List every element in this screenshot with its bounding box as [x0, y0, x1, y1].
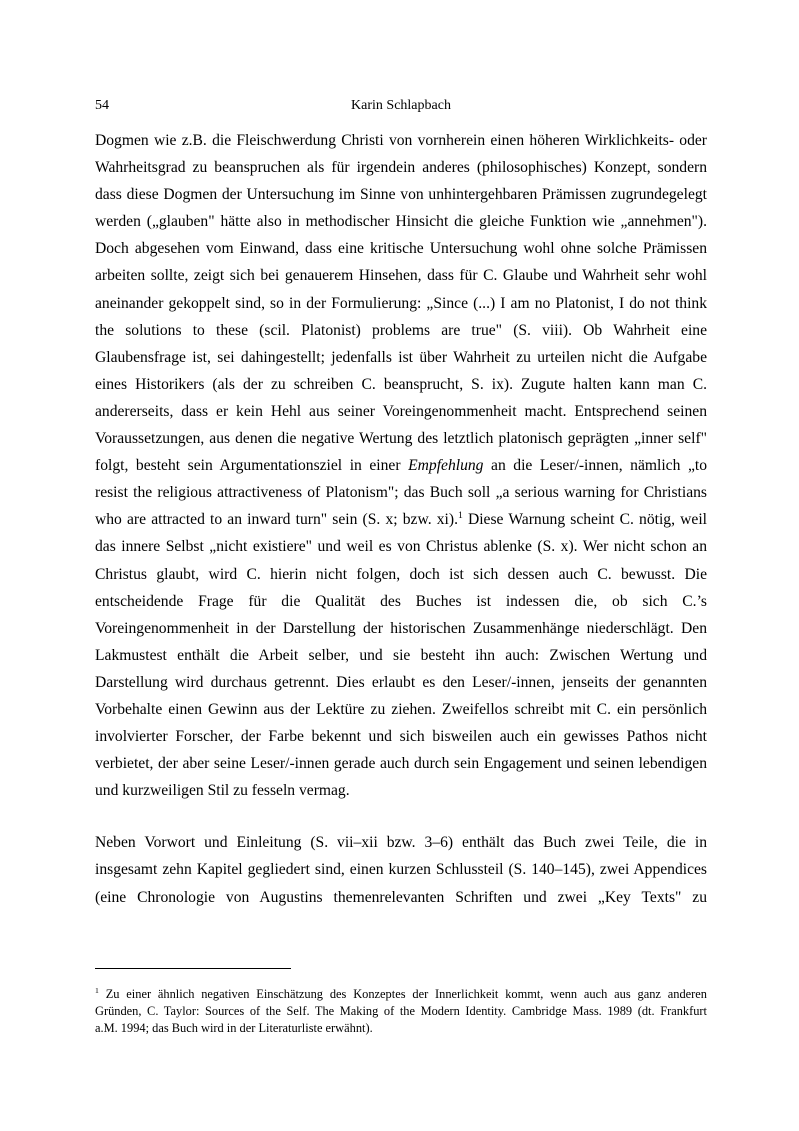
text-line: andererseits, dass er kein Hehl aus seiner Voreingenommenheit macht. Entsprechend seinen [95, 402, 707, 420]
emphasis-text: Empfehlung [408, 457, 484, 475]
text-line: dass diese Dogmen der Untersuchung im Sinne von unhintergehbaren Prämissen zugrundegelegt [95, 186, 707, 204]
text-line: Lakmustest enthält die Arbeit selber, und sie besteht ihn auch: Zwischen Wertung und [95, 646, 707, 664]
text-line: Darstellung wird durchaus getrennt. Dies erlaubt es den Leser/-innen, jenseits der genannten [95, 673, 707, 691]
paragraph-spacer [95, 804, 707, 829]
paragraph-2 [95, 829, 707, 910]
text-line: Wahrheitsgrad zu beanspruchen als für irgendein anderes (philosophisches) Konzept, sondern [95, 159, 707, 177]
text-segment: Diese Warnung scheint C. nötig, weil [462, 511, 707, 529]
text-line: Christus glaubt, wird C. hierin nicht folgen, doch ist sich dessen auch C. bewusst. Die [95, 565, 707, 583]
text-line: Dogmen wie z.B. die Fleischwerdung Christi von vornherein einen höheren Wirklichkeits- oder [95, 132, 707, 149]
text-segment: an die Leser/-innen, nämlich „to [483, 457, 707, 475]
text-line: involvierter Forscher, der Farbe bekennt und sich bisweilen auch ein gewisses Pathos nicht [95, 728, 707, 746]
text-line [95, 506, 707, 533]
text-line: werden („glauben" hätte also in methodischer Hinsicht die gleiche Funktion wie „annehmen"). [95, 213, 707, 231]
text-line: entscheidende Frage für die Qualität des Buches ist indessen die, ob sich C.’s [95, 592, 707, 610]
text-line: Voreingenommenheit in der Darstellung der historischen Zusammenhänge niederschlägt. Den [95, 619, 707, 637]
text-line: insgesamt zehn Kapitel gegliedert sind, einen kurzen Schlussteil (S. 140–145), zwei Appendices [95, 861, 707, 879]
text-line: Voraussetzungen, aus denen die negative Wertung des letztlich platonisch geprägten „inner self" [95, 430, 707, 448]
text-segment: folgt, besteht sein Argumentationsziel in einer [95, 457, 409, 475]
text-line [95, 452, 707, 479]
footnote-line: a.M. 1994; das Buch wird in der Literaturliste erwähnt). [95, 1021, 373, 1036]
paragraph-1 [95, 127, 707, 804]
running-head: Karin Schlapbach [351, 98, 451, 113]
main-text [95, 127, 707, 911]
text-line: Neben Vorwort und Einleitung (S. vii–xii bzw. 3–6) enthält das Buch zwei Teile, die in [95, 834, 707, 852]
text-line: the solutions to these (scil. Platonist) problems are true" (S. viii). Ob Wahrheit eine [95, 321, 707, 339]
text-line: eines Historikers (als der zu schreiben C. beansprucht, S. ix). Zugute halten kann man C. [95, 375, 707, 393]
text-segment: who are attracted to an inward turn" sein (S. x; bzw. xi). [95, 511, 458, 529]
footnote-divider [95, 968, 291, 969]
text-line: resist the religious attractiveness of Platonism"; das Buch soll „a serious warning for Christians [95, 484, 707, 502]
text-line: Doch abgesehen vom Einwand, dass eine kritische Untersuchung wohl ohne solche Prämissen [95, 240, 707, 258]
text-line: aneinander gekoppelt sind, so in der Formulierung: „Since (...) I am no Platonist, I do not think [95, 294, 707, 312]
footnote-number: 1 [95, 985, 99, 995]
footnote-reference[interactable]: 1 [457, 510, 463, 522]
text-line: (eine Chronologie von Augustins themenrelevanten Schriften und zwei „Key Texts" zu [95, 888, 707, 906]
text-line: verbietet, der aber seine Leser/-innen gerade auch durch sein Engagement und seinen lebendigen [95, 755, 707, 773]
footnote-line [95, 986, 707, 1003]
footnote-line: Gründen, C. Taylor: Sources of the Self. The Making of the Modern Identity. Cambridge Mass. 1989 (dt. Frankfurt [95, 1004, 707, 1019]
footnote [95, 986, 707, 1038]
page-number: 54 [95, 98, 109, 113]
text-line: arbeiten sollte, zeigt sich bei genauerem Hinsehen, dass für C. Glaube und Wahrheit sehr wohl [95, 267, 707, 285]
text-line: das innere Selbst „nicht existiere" und weil es von Christus ablenke (S. x). Wer nicht schon an [95, 538, 707, 556]
page-header [95, 96, 707, 116]
text-line: und kurzweiligen Stil zu fesseln vermag. [95, 782, 350, 800]
footnote-text: Zu einer ähnlich negativen Einschätzung des Konzeptes der Innerlichkeit kommt, wenn auch aus ganz anderen [98, 987, 707, 1001]
text-line: Vorbehalte einen Gewinn aus der Lektüre zu ziehen. Zweifellos schreibt mit C. ein persönlich [95, 700, 707, 718]
text-line: Glaubensfrage ist, sei dahingestellt; jedenfalls ist über Wahrheit zu urteilen nicht die Aufgabe [95, 348, 707, 366]
